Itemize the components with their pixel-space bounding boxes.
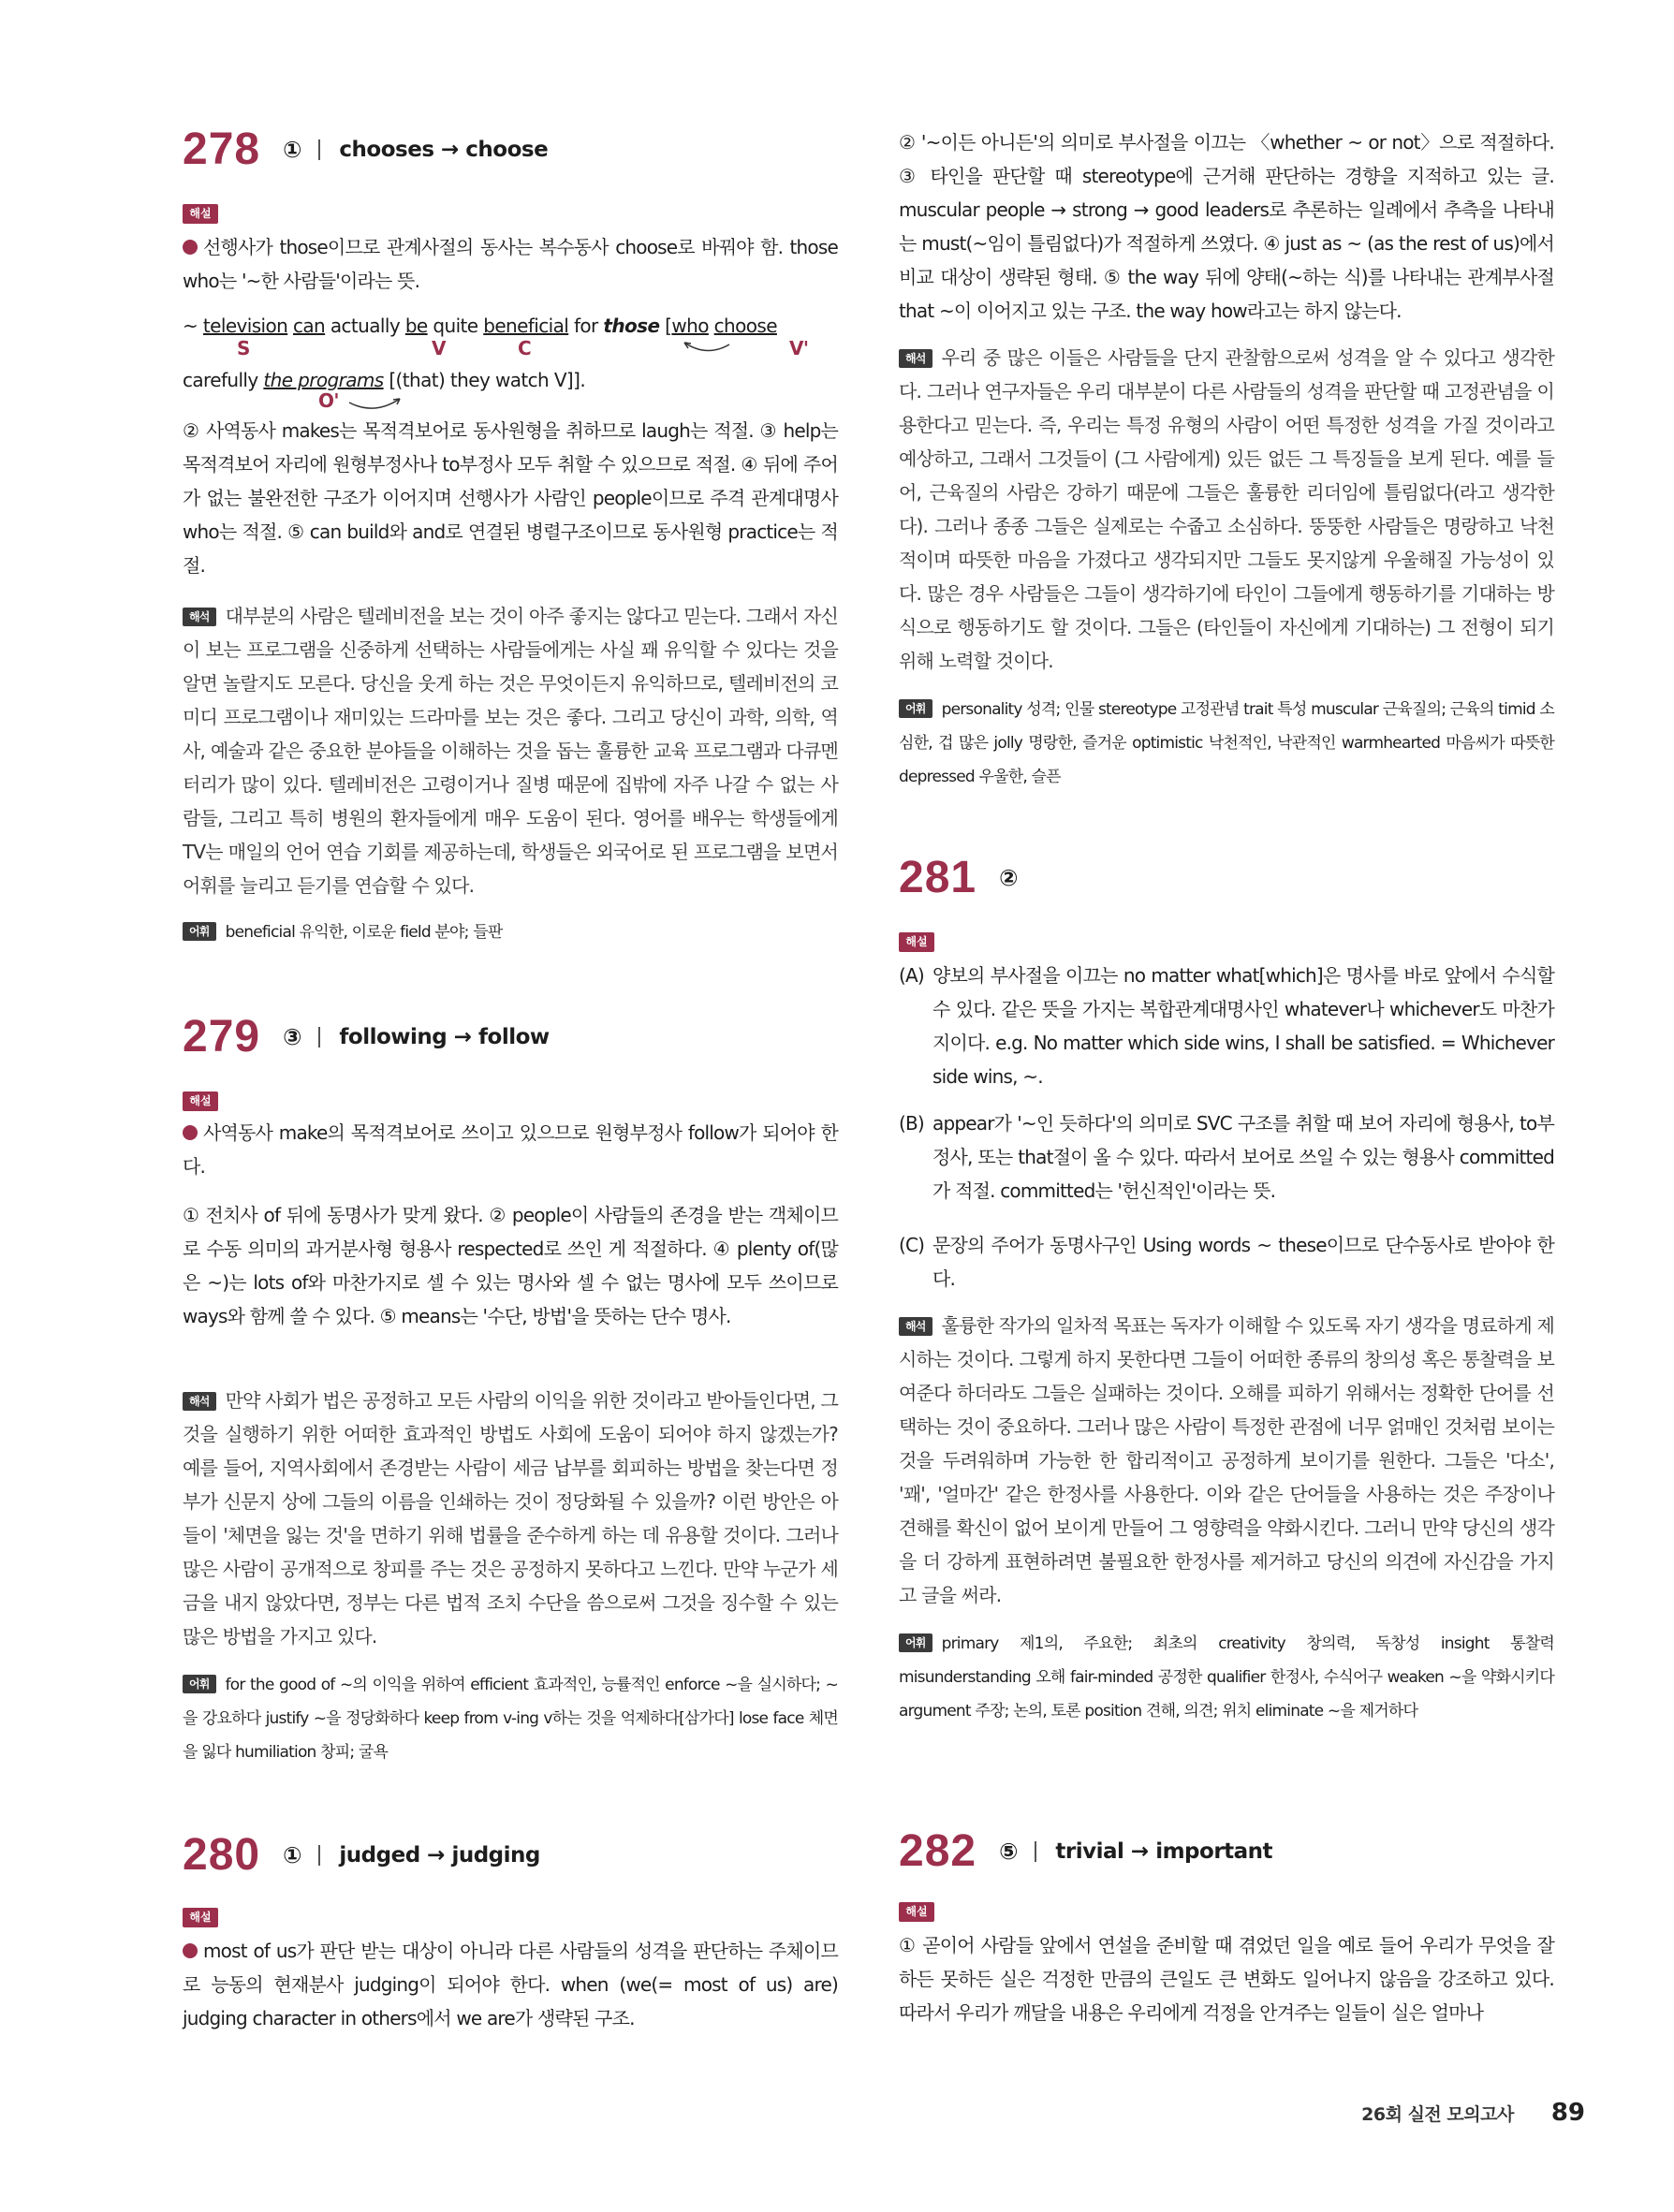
answer-choice: ② xyxy=(999,864,1019,891)
explanation-item-b: (B) appear가 '~인 듯하다'의 의미로 SVC 구조를 취할 때 보어 자리에 형용사, to부정사, 또는 that절이 올 수 있다. 따라서 보어로 쓰일 수 있는 형용사 committed가 적절. committed는 '헌신적인'이라는 뜻. xyxy=(899,1112,1554,1202)
vocabulary-tag: 어휘 xyxy=(183,1675,216,1693)
answer-choice: ① xyxy=(283,136,302,163)
analysis-line-2: carefully the programs [(that) they watch V]]. xyxy=(183,369,586,391)
bullet-icon xyxy=(183,240,198,255)
translation-tag: 해석 xyxy=(183,1392,216,1411)
vocabulary-list: 어휘 beneficial 유익한, 이로운 field 분야; 들판 xyxy=(183,916,838,949)
vocabulary-tag: 어휘 xyxy=(183,922,216,941)
vocabulary-list: 어휘 for the good of ~의 이익을 위하여 efficient 효과적인, 능률적인 enforce ~을 실시하다; ~을 강요하다 justify ~을 정당화하다 keep from v-ing v하는 것을 억제하다[삼가다] lose face 체면을 잃다 humiliation 창피; 굴욕 xyxy=(183,1676,838,1762)
question-number: 280 xyxy=(183,1830,261,1880)
answer-choice: ⑤ xyxy=(999,1838,1019,1865)
explanation-tag: 해설 xyxy=(899,1902,934,1922)
translation-text: 해석 만약 사회가 법은 공정하고 모든 사람의 이익을 위한 것이라고 받아들인다면, 그것을 실행하기 위한 어떠한 효과적인 방법도 사회에 도움이 되어야 하지 않겠는가? 예를 들어, 지역사회에서 존경받는 사람이 세금 납부를 회피하는 방법을 찾는다면 정부가 신문지 상에 그들의 이름을 인쇄하는 것이 정당화될 수 있을까? 이런 방안은 아들이 '체면을 잃는 것'을 면하기 위해 법률을 준수하게 하는 데 유용할 것이다. 그러나 많은 사람이 공개적으로 창피를 주는 것은 공정하지 못하다고 느낀다. 만약 누군가 세금을 내지 않았다면, 정부는 다른 법적 조치 수단을 씀으로써 그것을 징수할 수 있는 많은 방법을 가지고 있다. xyxy=(183,1389,838,1648)
answer-correction: following → follow xyxy=(339,1024,550,1049)
question-header-278 xyxy=(183,124,548,175)
vocabulary-list: 어휘 personality 성격; 인물 stereotype 고정관념 trait 특성 muscular 근육질의; 근육의 timid 소심한, 겁 많은 jolly 명랑한, 즐거운 optimistic 낙천적인, 낙관적인 warmhearted 마음씨가 따뜻한 depressed 우울한, 슬픈 xyxy=(899,700,1554,786)
question-header-279 xyxy=(183,1011,550,1062)
question-header-280 xyxy=(183,1829,540,1881)
footer-label: 26회 실전 모의고사 xyxy=(1361,2104,1514,2125)
mark-complement: C xyxy=(518,337,532,359)
answer-correction: chooses → choose xyxy=(339,137,549,162)
bullet-icon xyxy=(183,1943,198,1958)
explanation-tag: 해설 xyxy=(183,1091,218,1111)
explanation-text-2: ② '~이든 아니든'의 의미로 부사절을 이끄는 〈whether ~ or not〉으로 적절하다. ③ 타인을 판단할 때 stereotype에 근거해 판단하는 경향을 지적하고 있는 글. muscular people → strong → good leaders로 추론하는 일례에서 추측을 나타내는 must(~임이 틀림없다)가 적절하게 쓰였다. ④ just as ~ (as the rest of us)에서 비교 대상이 생략된 형태. ⑤ the way 뒤에 양태(~하는 식)를 나타내는 관계부사절 that ~이 이어지고 있는 구조. the way how라고는 하지 않는다. xyxy=(899,131,1554,322)
explanation-text-2: ① 전치사 of 뒤에 동명사가 맞게 왔다. ② people이 사람들의 존경을 받는 객체이므로 수동 의미의 과거분사형 형용사 respected로 쓰인 게 적절하다. ④ plenty of(많은 ~)는 lots of와 마찬가지로 셀 수 있는 명사와 셀 수 없는 명사에 모두 쓰이므로 ways와 함께 쓸 수 있다. ⑤ means는 '수단, 방법'을 뜻하는 단수 명사. xyxy=(183,1204,838,1327)
translation-text: 해석 훌륭한 작가의 일차적 목표는 독자가 이해할 수 있도록 자기 생각을 명료하게 제시하는 것이다. 그렇게 하지 못한다면 그들이 어떠한 종류의 창의성 혹은 통찰력을 보여준다 하더라도 그들은 실패하는 것이다. 오해를 피하기 위해서는 정확한 단어를 선택하는 것이 중요하다. 그러나 많은 사람이 특정한 관점에 너무 얽매인 것처럼 보이는 것을 두려워하며 가능한 한 합리적이고 공정하게 보이기를 원한다. 그들은 '다소', '꽤', '얼마간' 같은 한정사를 사용한다. 이와 같은 단어들을 사용하는 것은 주장이나 견해를 확신이 없어 보이게 만들어 그 영향력을 약화시킨다. 그러니 만약 당신의 생각을 더 강하게 표현하려면 불필요한 한정사를 제거하고 당신의 의견에 자신감을 가지고 글을 써라. xyxy=(899,1314,1554,1606)
sentence-analysis xyxy=(183,309,838,412)
translation-text: 해석 대부분의 사람은 텔레비전을 보는 것이 아주 좋지는 않다고 믿는다. 그래서 자신이 보는 프로그램을 신중하게 선택하는 사람들에게는 사실 꽤 유익할 수 있다는 것을 알면 놀랄지도 모른다. 당신을 웃게 하는 것은 무엇이든지 유익하므로, 텔레비전의 코미디 프로그램이나 재미있는 드라마를 보는 것은 좋다. 그리고 당신이 과학, 의학, 역사, 예술과 같은 중요한 분야들을 이해하는 것을 돕는 훌륭한 교육 프로그램과 다큐멘터리가 많이 있다. 텔레비전은 고령이거나 질병 때문에 집밖에 자주 나갈 수 없는 사람들, 그리고 특히 병원의 환자들에게 매우 도움이 된다. 영어를 배우는 학생들에게 TV는 매일의 언어 연습 기회를 제공하는데, 학생들은 외국어로 된 프로그램을 보면서 어휘를 늘리고 듣기를 연습할 수 있다. xyxy=(183,605,838,897)
question-header-282 xyxy=(899,1825,1272,1877)
question-number: 282 xyxy=(899,1826,977,1876)
explanation-text: 선행사가 those이므로 관계사절의 동사는 복수동사 choose로 바꿔야 함. those who는 '~한 사람들'이라는 뜻. xyxy=(183,236,838,292)
explanation-text: 사역동사 make의 목적격보어로 쓰이고 있으므로 원형부정사 follow가 되어야 한다. xyxy=(183,1121,838,1178)
answer-choice: ③ xyxy=(283,1023,302,1050)
question-number: 281 xyxy=(899,853,977,902)
bullet-icon xyxy=(183,1125,198,1140)
translation-text: 해석 우리 중 많은 이들은 사람들을 단지 관찰함으로써 성격을 알 수 있다고 생각한다. 그러나 연구자들은 우리 대부분이 다른 사람들의 성격을 판단할 때 고정관념을 이용한다고 믿는다. 즉, 우리는 특정 유형의 사람이 어떤 특정한 성격을 가질 것이라고 예상하고, 그래서 그것들이 (그 사람에게) 있든 없든 그 특징들을 보게 된다. 예를 들어, 근육질의 사람은 강하기 때문에 그들은 훌륭한 리더임에 틀림없다(라고 생각한다). 그러나 종종 그들은 실제로는 수줍고 소심하다. 뚱뚱한 사람들은 명랑하고 낙천적이며 따뜻한 마음을 가졌다고 생각되지만 그들도 못지않게 우울해질 가능성이 있다. 많은 경우 사람들은 그들이 생각하기에 타인이 그들에게 행동하기를 기대하는 방식으로 행동하기도 할 것이다. 그들은 (타인들이 자신에게 기대하는) 그 전형이 되기 위해 노력할 것이다. xyxy=(899,346,1554,672)
explanation-text-2: ② 사역동사 makes는 목적격보어로 동사원형을 취하므로 laugh는 적절. ③ help는 목적격보어 자리에 원형부정사나 to부정사 모두 취할 수 있으므로 적절. ④ 뒤에 주어가 없는 불완전한 구조가 이어지며 선행사가 사람인 people이므로 주격 관계대명사 who는 적절. ⑤ can build와 and로 연결된 병렬구조이므로 동사원형 practice는 적절. xyxy=(183,419,838,577)
page-footer xyxy=(1361,2099,1585,2127)
mark-verb-prime: V' xyxy=(789,337,809,359)
explanation-tag: 해설 xyxy=(183,204,218,224)
translation-tag: 해석 xyxy=(183,608,216,626)
page-number: 89 xyxy=(1550,2099,1585,2127)
answer-correction: trivial → important xyxy=(1055,1838,1273,1864)
explanation-text: most of us가 판단 받는 대상이 아니라 다른 사람들의 성격을 판단하는 주체이므로 능동의 현재분사 judging이 되어야 한다. when (we(= most of us) are) judging character in others에서 we are가 생략된 구조. xyxy=(183,1940,838,2029)
explanation-item-a: (A) 양보의 부사절을 이끄는 no matter what[which]은 명사를 바로 앞에서 수식할 수 있다. 같은 뜻을 가지는 복합관계대명사인 whatever나 whichever도 마찬가지이다. e.g. No matter which side wins, I shall be satisfied. = Whichever side wins, ~. xyxy=(899,964,1554,1088)
question-header-281 xyxy=(899,852,1018,903)
mark-subject: S xyxy=(237,337,250,359)
vocabulary-list: 어휘 primary 제1의, 주요한; 최초의 creativity 창의력, 독창성 insight 통찰력 misunderstanding 오해 fair-minded 공정한 qualifier 한정사, 수식어구 weaken ~을 약화시키다 argument 주장; 논의, 토론 position 견해, 의견; 위치 eliminate ~을 제거하다 xyxy=(899,1634,1554,1721)
explanation-tag: 해설 xyxy=(899,932,934,952)
explanation-tag: 해설 xyxy=(183,1908,218,1927)
separator xyxy=(1035,1841,1036,1862)
translation-tag: 해석 xyxy=(899,1317,932,1336)
answer-choice: ① xyxy=(283,1841,302,1868)
question-number: 279 xyxy=(183,1012,261,1062)
explanation-item-c: (C) 문장의 주어가 동명사구인 Using words ~ these이므로 단수동사로 받아야 한다. xyxy=(899,1234,1554,1290)
separator xyxy=(318,1845,320,1866)
mark-object-prime: O' xyxy=(318,389,339,412)
analysis-arrows xyxy=(183,309,838,421)
vocabulary-tag: 어휘 xyxy=(899,699,932,718)
question-number: 278 xyxy=(183,125,261,174)
answer-correction: judged → judging xyxy=(339,1842,540,1868)
analysis-line-1: ~ television can actually be quite beneficial for those [who choose xyxy=(183,315,777,337)
translation-tag: 해석 xyxy=(899,349,932,368)
vocabulary-tag: 어휘 xyxy=(899,1633,932,1652)
mark-verb: V xyxy=(432,337,446,359)
separator xyxy=(318,139,320,160)
separator xyxy=(318,1027,320,1047)
explanation-text: ① 곧이어 사람들 앞에서 연설을 준비할 때 겪었던 일을 예로 들어 우리가 무엇을 잘하든 못하든 실은 걱정한 만큼의 큰일도 큰 변화도 일어나지 않음을 강조하고 있다. 따라서 우리가 깨달을 내용은 우리에게 걱정을 안겨주는 일들이 실은 얼마나 xyxy=(899,1934,1554,2024)
